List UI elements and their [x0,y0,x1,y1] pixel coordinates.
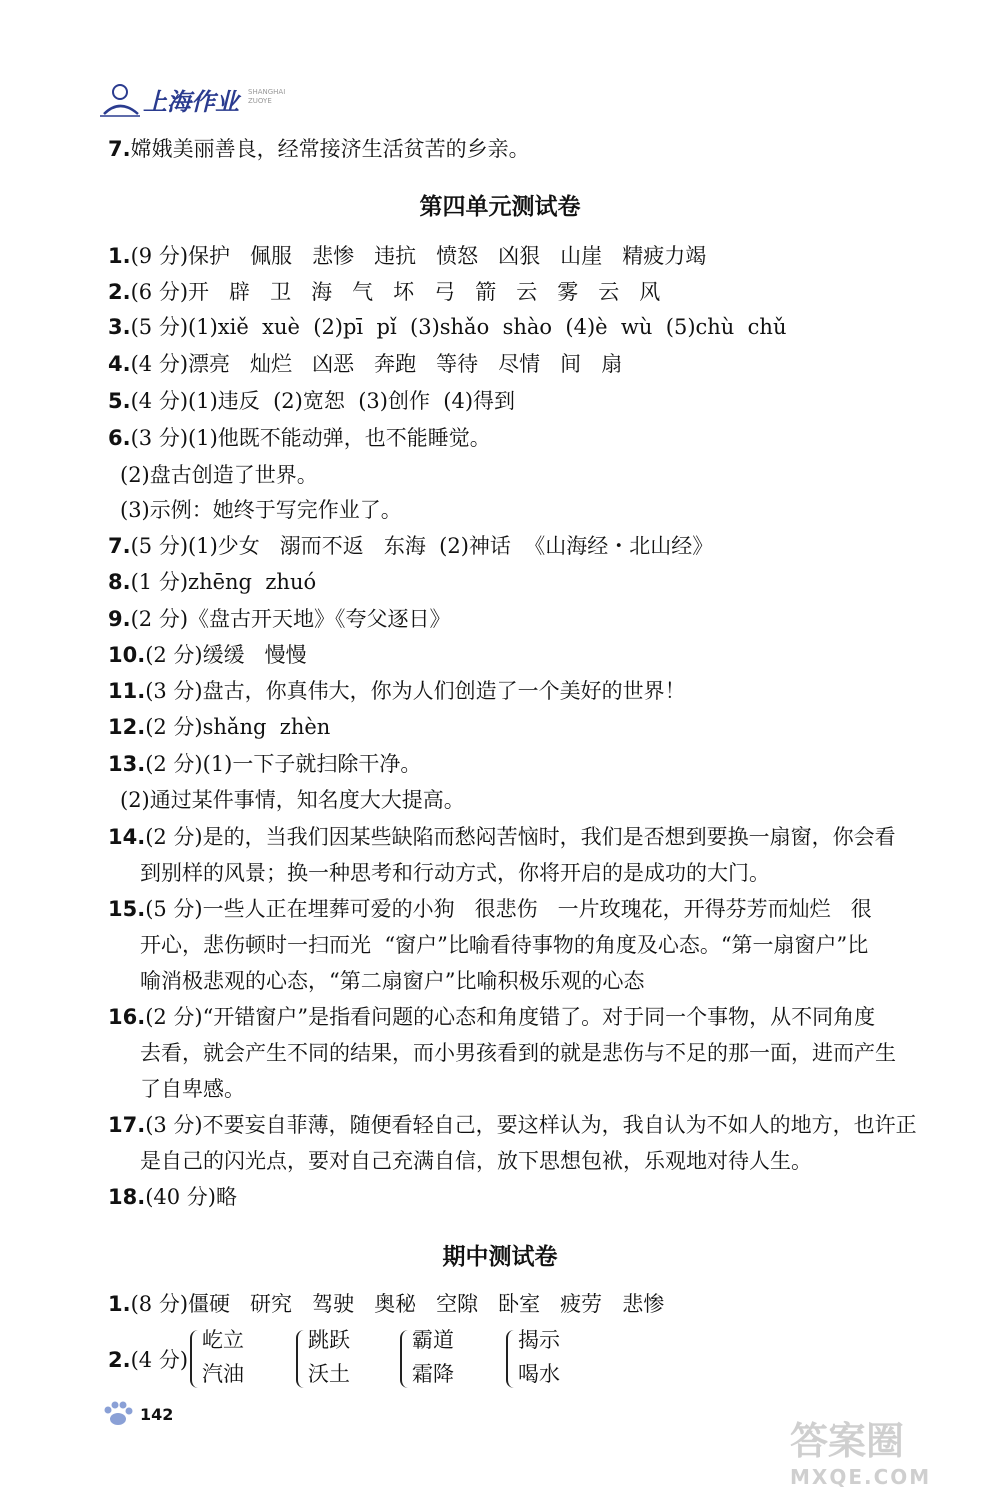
question-number: 11. [108,679,146,703]
answer-text: (2 分)《盘古开天地》《夸父逐日》 [130,607,451,631]
answer-line [120,461,318,489]
answer-line [108,135,530,163]
answer-line [108,278,660,306]
question-number: 18. [108,1185,146,1209]
answer-line [108,532,713,560]
question-number: 6. [108,426,131,450]
paw-icon [100,1398,136,1428]
question-number: 9. [108,607,131,631]
answer-line [108,313,787,341]
answer-line [108,424,491,452]
logo-figure-icon [98,80,142,118]
question-number: 4. [108,352,131,376]
brand-title: 上海作业 [143,88,239,116]
answer-line [108,350,622,378]
word-top: 揭示 [518,1328,560,1352]
word-pair [202,1323,244,1391]
word-bottom: 霜降 [412,1362,454,1386]
answer-text: 是自己的闪光点，要对自己充满自信，放下思想包袱，乐观地对待人生。 [140,1149,812,1173]
answer-line [108,713,330,741]
answer-text: (1 分)zhēng zhuó [130,570,317,594]
answer-line [108,1290,664,1318]
answer-line [140,967,644,995]
answer-text: (40 分)略 [145,1185,237,1209]
brace-mark [296,1330,308,1388]
answer-text: (5 分)一些人正在埋葬可爱的小狗 很悲伤 一片玫瑰花，开得芬芳而灿烂 很 [145,897,872,921]
answer-text: (2 分)(1)一下子就扫除干净。 [145,752,422,776]
answer-text: (4 分) [130,1348,189,1372]
answer-text: 嫦娥美丽善良，经常接济生活贫苦的乡亲。 [130,137,530,161]
answer-text: 到别样的风景；换一种思考和行动方式，你将开启的是成功的大门。 [140,861,770,885]
brace-mark [506,1330,518,1388]
answer-text: (2 分)shǎng zhèn [145,715,331,739]
answer-text: (4 分)(1)违反 (2)宽恕 (3)创作 (4)得到 [130,389,516,413]
answer-text: (8 分)僵硬 研究 驾驶 奥秘 空隙 卧室 疲劳 悲惨 [130,1292,665,1316]
answer-line [120,786,465,814]
word-bottom: 沃土 [308,1362,350,1386]
question-number: 5. [108,389,131,413]
word-bottom: 汽油 [202,1362,244,1386]
answer-line [108,1346,188,1374]
word-top: 跳跃 [308,1328,350,1352]
question-number: 8. [108,570,131,594]
answer-text: 了自卑感。 [140,1077,245,1101]
watermark: 答案圈 MXQE.COM [790,1419,932,1489]
answer-line [140,859,770,887]
question-number: 16. [108,1005,146,1029]
answer-line [108,823,896,851]
answer-line [140,1075,245,1103]
section-title: 期中测试卷 [442,1244,558,1270]
answer-text: (4 分)漂亮 灿烂 凶恶 奔跑 等待 尽情 间 扇 [130,352,623,376]
answer-line [108,242,706,270]
brace-mark [190,1330,202,1388]
question-number: 17. [108,1113,146,1137]
section-title: 第四单元测试卷 [419,194,581,220]
answer-line [108,895,872,923]
word-pair [518,1323,560,1391]
word-top: 霸道 [412,1328,454,1352]
answer-text: (3 分)不要妄自菲薄，随便看轻自己，要这样认为，我自认为不如人的地方，也许正 [145,1113,917,1137]
answer-line [108,750,421,778]
answer-text: (3 分)(1)他既不能动弹，也不能睡觉。 [130,426,491,450]
answer-text: (5 分)(1)xiě xuè (2)pī pǐ (3)shǎo shào (4)è wù (5)chù chǔ [130,315,787,339]
answer-line [140,931,868,959]
question-number: 3. [108,315,131,339]
answer-text: (2 分)“开错窗户”是指看问题的心态和角度错了。对于同一个事物，从不同角度 [145,1005,876,1029]
answer-line [108,387,515,415]
answer-line [108,1111,917,1139]
answer-text: 开心，悲伤顿时一扫而光 “窗户”比喻看待事物的角度及心态。“第一扇窗户”比 [140,933,869,957]
header-logo [98,80,348,120]
word-top: 屹立 [202,1328,244,1352]
answer-text: 去看，就会产生不同的结果，而小男孩看到的就是悲伤与不足的那一面，进而产生 [140,1041,896,1065]
question-number: 13. [108,752,146,776]
question-number: 7. [108,137,131,161]
word-bottom: 喝水 [518,1362,560,1386]
answer-text: (6 分)开 辟 卫 海 气 坏 弓 箭 云 雾 云 风 [130,280,661,304]
word-pair [308,1323,350,1391]
question-number: 7. [108,534,131,558]
question-number: 1. [108,1292,131,1316]
answer-line [108,677,686,705]
page-number: 142 [140,1405,174,1424]
question-number: 2. [108,280,131,304]
answer-line [108,605,451,633]
answer-line [140,1147,812,1175]
question-number: 12. [108,715,146,739]
answer-text: (5 分)(1)少女 溺而不返 东海 (2)神话 《山海经・北山经》 [130,534,714,558]
question-number: 15. [108,897,146,921]
brand-subtitle: SHANGHAI ZUOYE [248,88,286,105]
answer-line [108,641,307,669]
answer-text: 喻消极悲观的心态，“第二扇窗户”比喻积极乐观的心态 [140,969,645,993]
answer-line [120,496,402,524]
answer-line [140,1039,896,1067]
answer-text: (3 分)盘古，你真伟大，你为人们创造了一个美好的世界！ [145,679,686,703]
brace-mark [400,1330,412,1388]
question-number: 1. [108,244,131,268]
word-pair [412,1323,454,1391]
answer-line [108,1003,875,1031]
answer-text: (9 分)保护 佩服 悲惨 违抗 愤怒 凶狠 山崖 精疲力竭 [130,244,707,268]
answer-line [108,1183,237,1211]
answer-text: (2)盘古创造了世界。 [120,463,318,487]
answer-line [108,568,316,596]
answer-text: (2 分)缓缓 慢慢 [145,643,307,667]
answer-text: (2 分)是的，当我们因某些缺陷而愁闷苦恼时，我们是否想到要换一扇窗，你会看 [145,825,896,849]
answer-text: (3)示例：她终于写完作业了。 [120,498,402,522]
question-number: 2. [108,1348,131,1372]
question-number: 10. [108,643,146,667]
answer-text: (2)通过某件事情，知名度大大提高。 [120,788,465,812]
question-number: 14. [108,825,146,849]
